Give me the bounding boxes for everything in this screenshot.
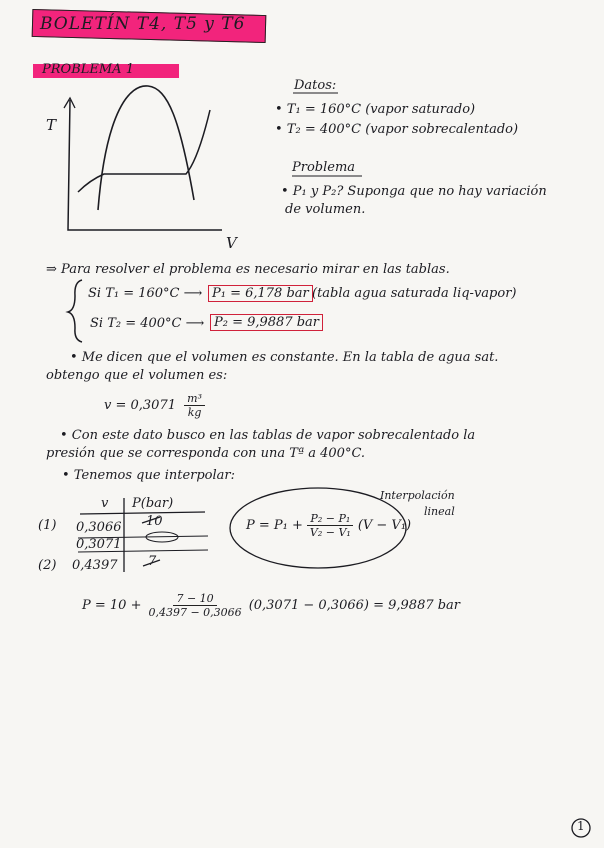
table-row-v: 0,3066 xyxy=(76,520,122,535)
interpolation-calculation xyxy=(82,592,460,619)
specific-volume-value: v = 0,3071 xyxy=(104,398,176,413)
page-number: 1 xyxy=(577,819,585,833)
formula-denominator: V₂ − V₁ xyxy=(309,526,351,539)
case1-prefix: Si T₁ = 160°C ⟶ xyxy=(88,286,203,301)
diagram-y-label: T xyxy=(46,116,57,134)
volume-line2: obtengo que el volumen es: xyxy=(46,368,228,383)
calc-numerator: 7 − 10 xyxy=(173,592,216,606)
table-row-v: 0,3071 xyxy=(76,537,122,552)
table-header-v: v xyxy=(101,496,109,511)
calc-denominator: 0,4397 − 0,3066 xyxy=(148,606,242,619)
saturation-dome xyxy=(98,86,194,210)
formula-rhs: (V − V₁) xyxy=(357,518,412,533)
specific-volume-units xyxy=(184,392,205,419)
diagram-x-label: V xyxy=(226,234,237,252)
case2-result-box: P₂ = 9,9887 bar xyxy=(210,314,323,331)
interpolate-intro: • Tenemos que interpolar: xyxy=(62,468,236,483)
datos-t1: • T₁ = 160°C (vapor saturado) xyxy=(275,102,476,117)
specific-volume xyxy=(104,392,209,419)
formula-lhs: P = P₁ + xyxy=(246,518,303,533)
solution-intro: ⇒ Para resolver el problema es necesario mirar en las tablas. xyxy=(46,262,450,277)
volume-line1: • Me dicen que el volumen es constante. En la tabla de agua sat. xyxy=(70,350,499,365)
search-line1: • Con este dato busco en las tablas de vapor sobrecalentado la xyxy=(60,428,476,443)
calc-fraction xyxy=(145,592,244,619)
units-denominator: kg xyxy=(187,406,202,419)
case1-result-box: P₁ = 6,178 bar xyxy=(208,285,313,302)
table-row-tag: (1) xyxy=(38,518,57,533)
table-header-p: P(bar) xyxy=(132,496,174,511)
case2-prefix: Si T₂ = 400°C ⟶ xyxy=(90,316,205,331)
interpolation-label: Interpolación xyxy=(380,489,455,502)
formula-numerator: P₂ − P₁ xyxy=(307,512,353,526)
problema-line2: de volumen. xyxy=(285,202,366,217)
table-row-p: 10 xyxy=(146,514,163,529)
units-numerator: m³ xyxy=(184,392,205,406)
problema-line1: • P₁ y P₂? Suponga que no hay variación xyxy=(281,184,547,199)
datos-t2: • T₂ = 400°C (vapor sobrecalentado) xyxy=(275,122,519,137)
bulletin-title: BOLETÍN T4, T5 y T6 xyxy=(40,14,246,34)
problema-heading: Problema xyxy=(292,160,356,175)
t-axis-line xyxy=(68,100,222,230)
calc-lhs: P = 10 + xyxy=(82,598,142,613)
table-row-v: 0,4397 xyxy=(72,558,118,573)
table-row-p: 7 xyxy=(148,554,157,569)
datos-heading: Datos: xyxy=(294,78,337,93)
search-line2: presión que se corresponda con una Tª a 400°C. xyxy=(46,446,366,461)
calc-rhs: (0,3071 − 0,3066) = 9,9887 bar xyxy=(248,598,461,613)
problem-label: PROBLEMA 1 xyxy=(42,62,134,77)
interpolation-formula xyxy=(246,512,411,539)
case-brace xyxy=(68,280,82,342)
interpolation-label-2: lineal xyxy=(424,505,455,518)
case1-note: (tabla agua saturada liq-vapor) xyxy=(312,286,517,301)
table-row-tag: (2) xyxy=(38,558,57,573)
table-header-line xyxy=(80,512,205,514)
formula-fraction xyxy=(307,512,354,539)
